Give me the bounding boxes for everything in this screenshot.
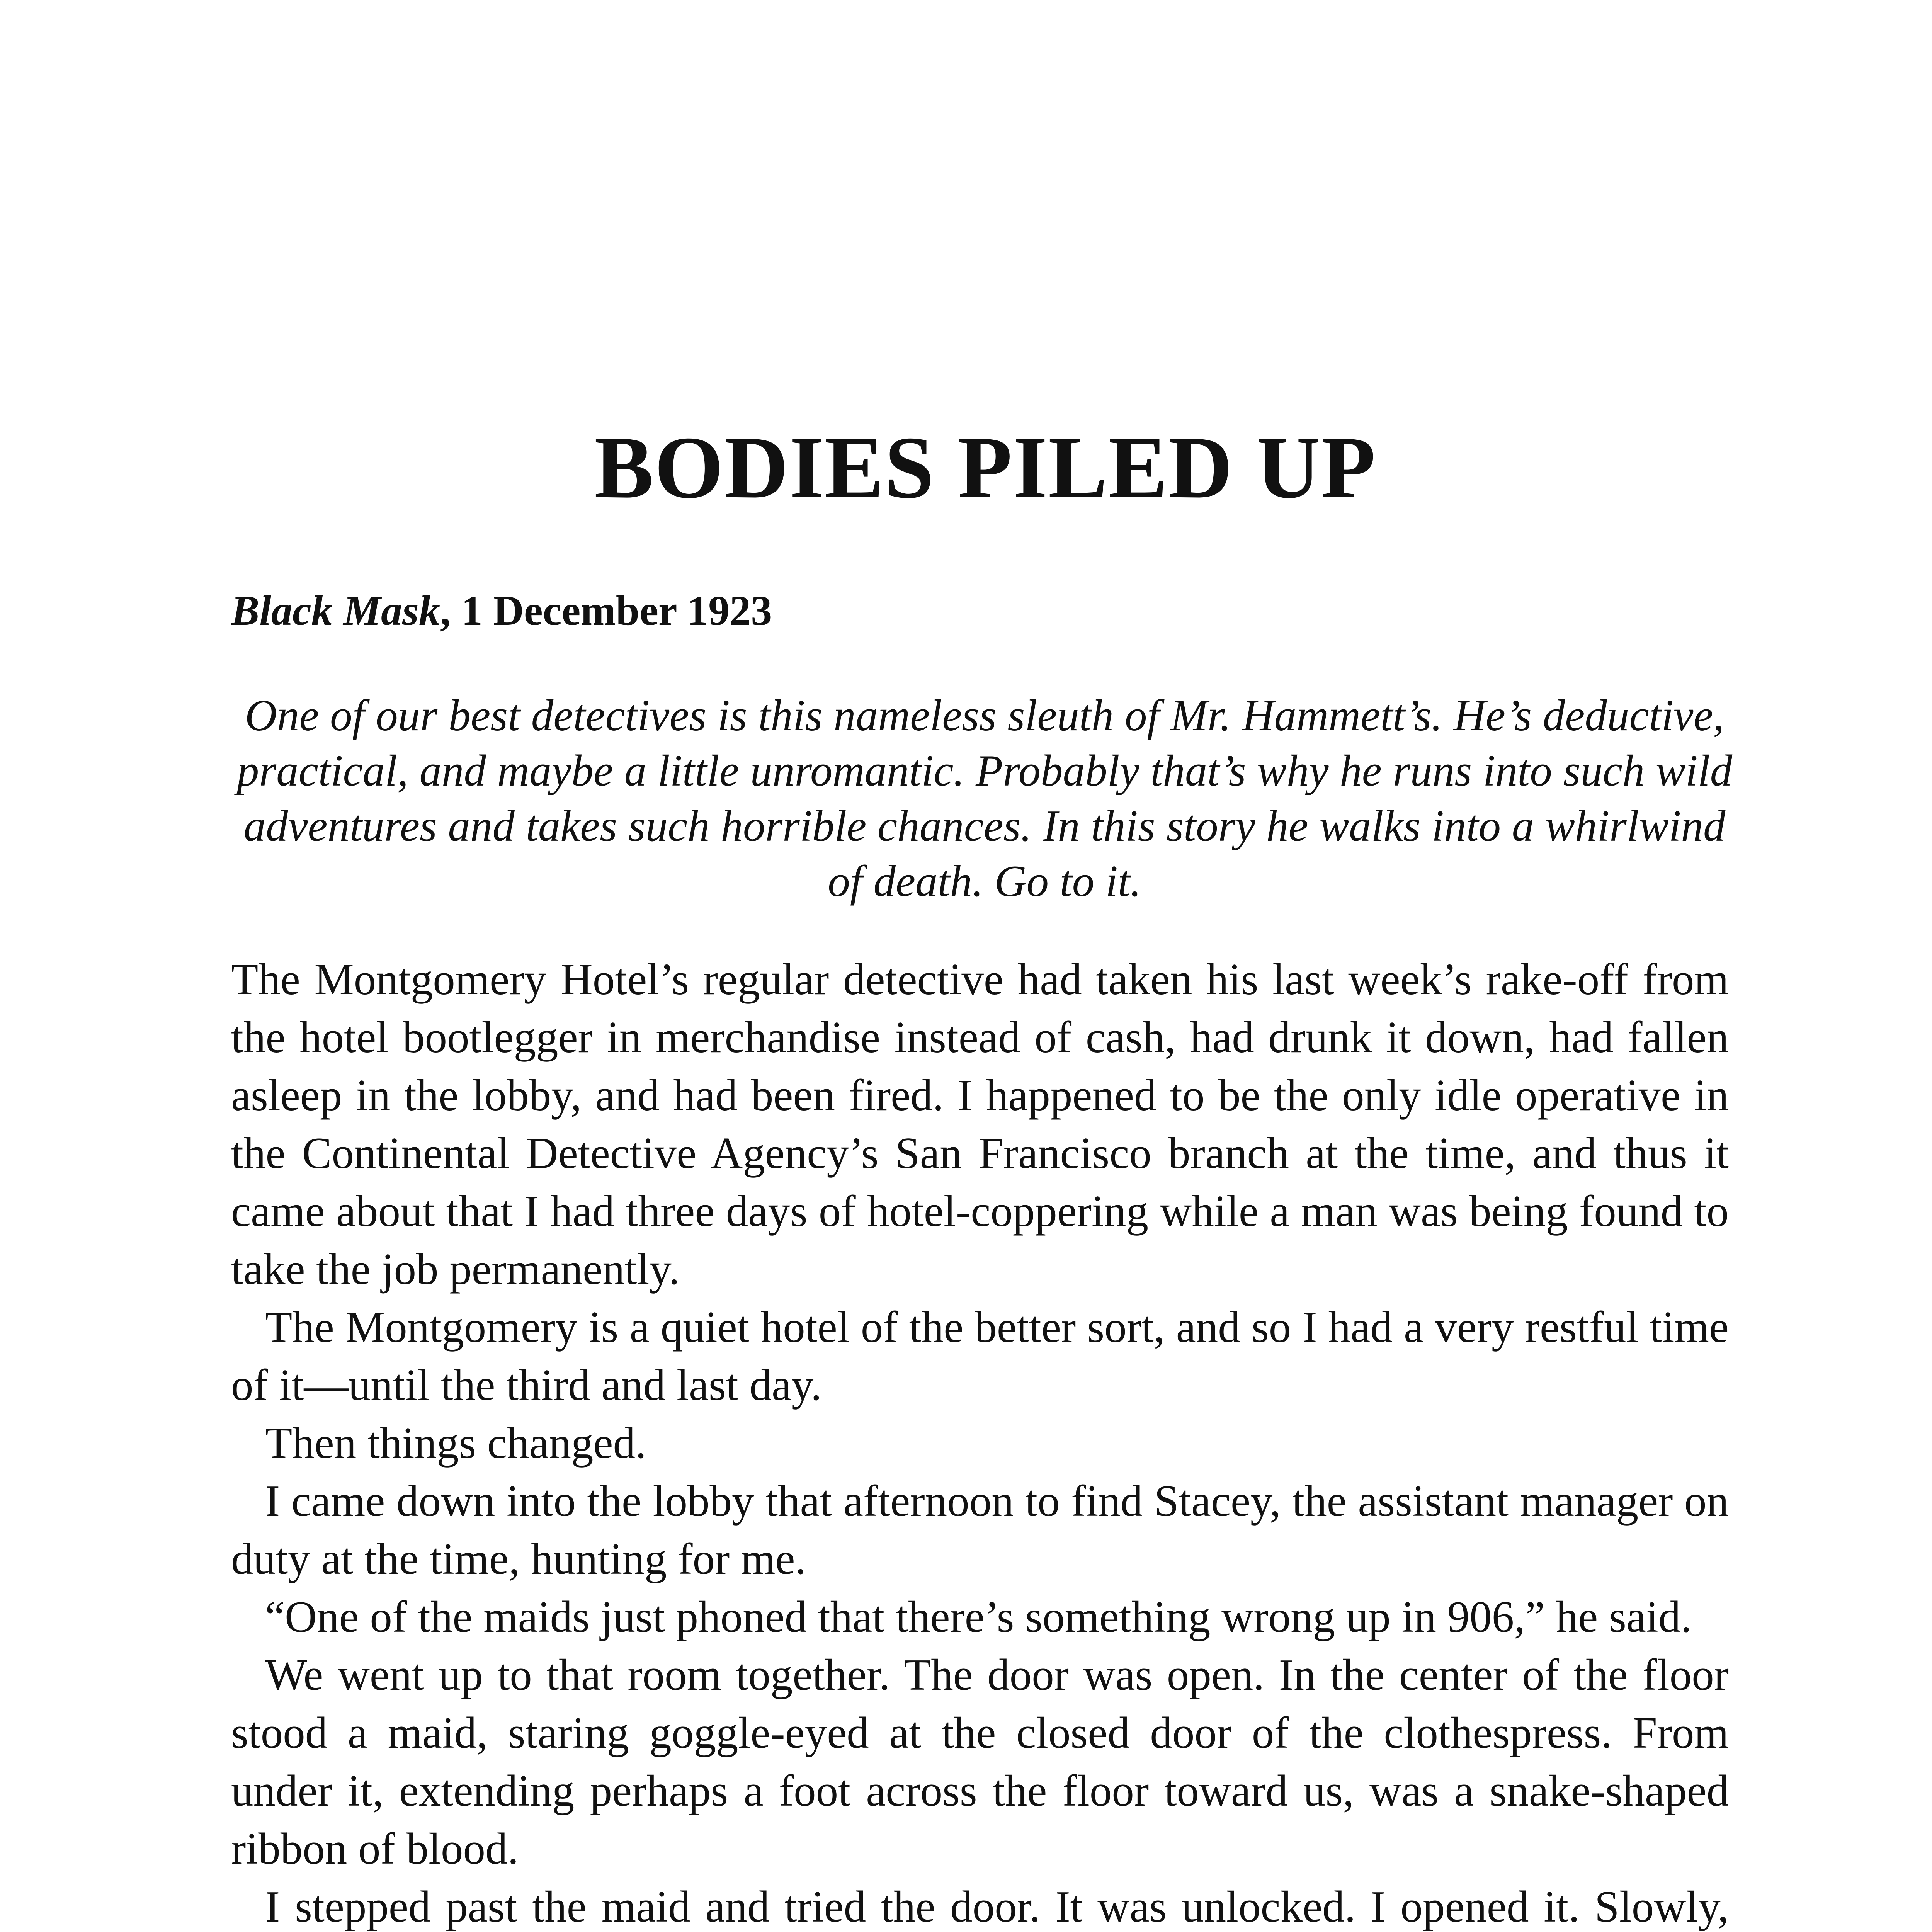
paragraph: I came down into the lobby that afternoon to find Stacey, the assistant manager on duty at the time, hunting for me. [231,1476,1729,1583]
paragraph: Then things changed. [265,1418,646,1468]
paragraph: We went up to that room together. The door was open. In the center of the floor stood a maid, staring goggle-eyed at the closed door of the clothespress. From under it, extending perhaps a foot across the floor toward us, was a snake-shaped ribbon of blood. [231,1650,1729,1873]
paragraph: I stepped past the maid and tried the door. It was unlocked. I opened it. Slowly, [265,1882,1729,1931]
publication-date: 1 December 1923 [451,587,772,634]
paragraph: “One of the maids just phoned that there’s something wrong up in 906,” he said. [265,1592,1692,1641]
editorial-blurb: One of our best detectives is this nameless sleuth of Mr. Hammett’s. He’s deductive, practical, and maybe a little unromantic. Probably that’s why he runs into such wild adventures and takes such horrible chances. In this story he walks into a whirlwind of death. Go to it. [236,691,1733,906]
magazine-name: Black Mask [231,587,440,634]
story-body [231,951,1729,1932]
story-title: BODIES PILED UP [594,418,1376,517]
source-separator: , [440,587,451,634]
publication-source [231,583,772,638]
paragraph: The Montgomery Hotel’s regular detective had taken his last week’s rake-off from the hotel bootlegger in merchandise instead of cash, had drunk it down, had fallen asleep in the lobby, and had been fired. I happened to be the only idle operative in the Continental Detective Agency’s San Francisco branch at the time, and thus it came about that I had three days of hotel-coppering while a man was being found to take the job permanently. [231,955,1729,1294]
paragraph: The Montgomery is a quiet hotel of the better sort, and so I had a very restful time of it—until the third and last day. [231,1303,1729,1410]
